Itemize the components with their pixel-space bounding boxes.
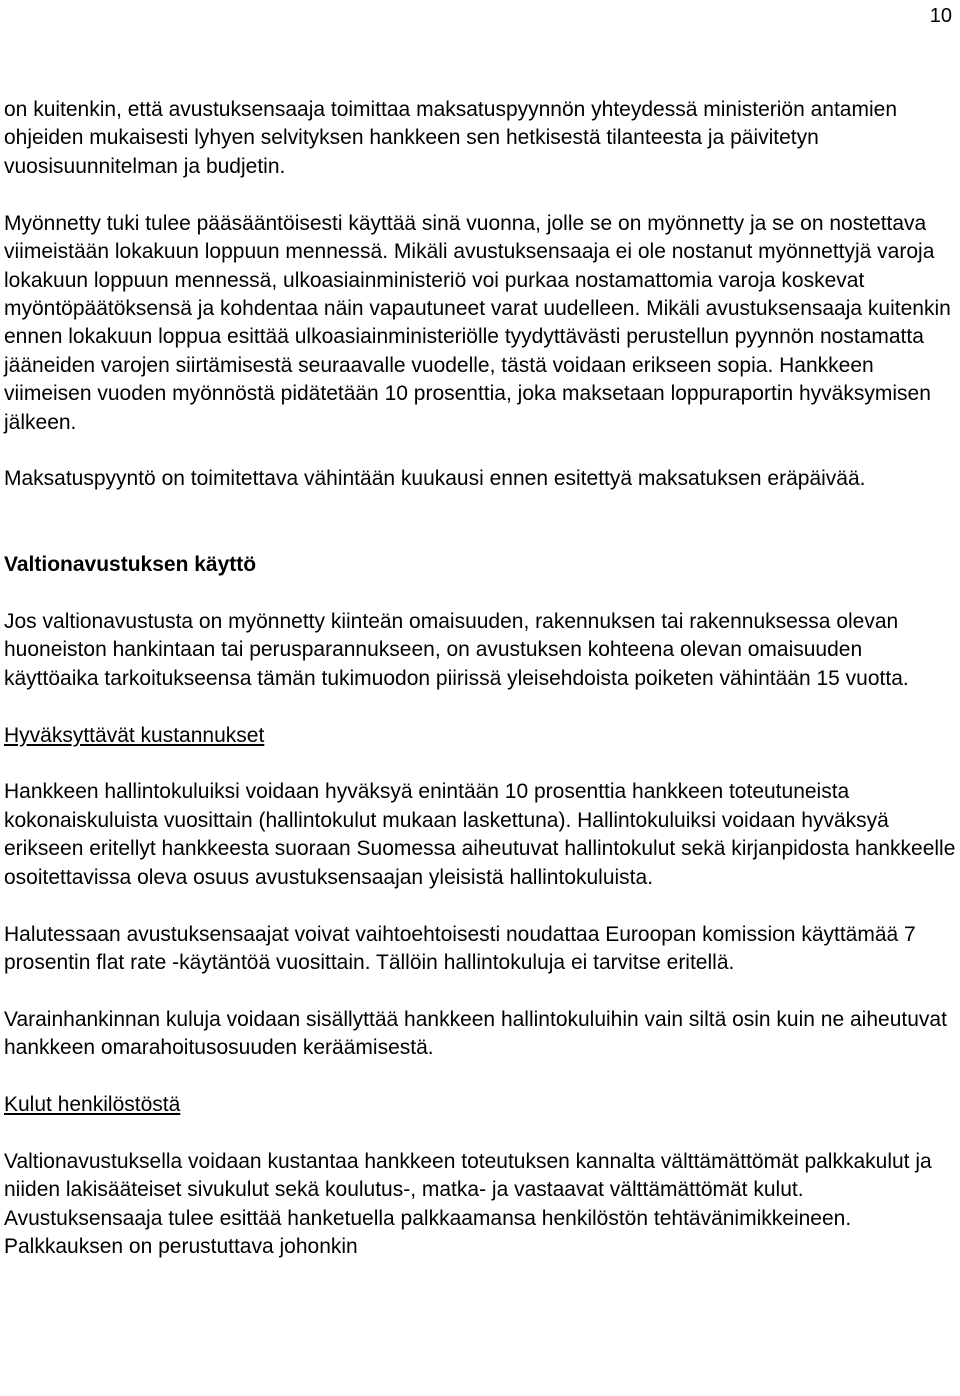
paragraph-property-usage: Jos valtionavustusta on myönnetty kiinteän omaisuuden, rakennuksen tai rakennuksessa olevan huoneiston hankintaan tai perusparannukseen, on avustuksen kohteena olevan omaisuuden käyttöaika tarkoitukseensa tämän tukimuodon piirissä yleisehdoista poiketen vähintään 15 vuotta.	[4, 609, 909, 690]
section-heading-grant-use: Valtionavustuksen käyttö	[4, 552, 257, 576]
paragraph-flat-rate: Halutessaan avustuksensaajat voivat vaihtoehtoisesti noudattaa Euroopan komission käyttämää 7 prosentin flat rate -käytäntöä vuosittain. Tällöin hallintokuluja ei tarvitse eritellä.	[4, 922, 916, 974]
paragraph-personnel-costs: Valtionavustuksella voidaan kustantaa hankkeen toteutuksen kannalta välttämättömät palkkakulut ja niiden lakisääteiset sivukulut sekä koulutus-, matka- ja vastaavat välttämättömät kulut. Avustuksensaaja tulee esittää hanketuella palkkaamansa henkilöstön tehtävänimikkeineen. Palkkauksen on perustuttava johonkin	[4, 1150, 932, 1259]
paragraph-payment-request: Maksatuspyyntö on toimitettava vähintään kuukausi ennen esitettyä maksatuksen eräpäivää.	[4, 467, 866, 491]
section-heading-eligible-costs: Hyväksyttävät kustannukset	[4, 723, 265, 747]
paragraph-reporting: on kuitenkin, että avustuksensaaja toimittaa maksatuspyynnön yhteydessä ministeriön antamien ohjeiden mukaisesti lyhyen selvityksen hankkeen sen hetkisestä tilanteesta ja päivitetyn vuosisuunnitelman ja budjetin.	[4, 98, 897, 178]
paragraph-fundraising-costs: Varainhankinnan kuluja voidaan sisällyttää hankkeen hallintokuluihin vain siltä osin kuin ne aiheutuvat hankkeen omarahoitusosuuden keräämisestä.	[4, 1007, 947, 1060]
section-heading-personnel-costs: Kulut henkilöstöstä	[4, 1093, 181, 1117]
document-body	[4, 96, 956, 1262]
paragraph-grant-usage-deadline: Myönnetty tuki tulee pääsääntöisesti käyttää sinä vuonna, jolle se on myönnetty ja se on nostettava viimeistään lokakuun loppuun mennessä. Mikäli avustuksensaaja ei ole nostanut myönnettyjä varoja lokakuun loppuun mennessä, ulkoasiainministeriö voi purkaa nostamattomia varoja koskevat myöntöpäätöksensä ja kohdentaa näin vapautuneet varat uudelleen. Mikäli avustuksensaaja kuitenkin ennen lokakuun loppua esittää ulkoasiainministeriölle tyydyttävästi perustellun pyynnön nostamatta jääneiden varojen siirtämisestä seuraavalle vuodelle, tästä voidaan erikseen sopia. Hankkeen viimeisen vuoden myönnöstä pidätetään 10 prosenttia, joka maksetaan loppuraportin hyväksymisen jälkeen.	[4, 211, 951, 434]
paragraph-administrative-costs: Hankkeen hallintokuluiksi voidaan hyväksyä enintään 10 prosenttia hankkeen toteutuneista kokonaiskuluista vuosittain (hallintokulut mukaan laskettuna). Hallintokuluiksi voidaan hyväksyä erikseen eritellyt hankkeesta suoraan Suomessa aiheutuvat hallintokulut sekä kirjanpidosta hankkeelle osoitettavissa oleva osuus avustuksensaajan yleisistä hallintokuluista.	[4, 780, 956, 889]
page-number: 10	[929, 5, 952, 27]
